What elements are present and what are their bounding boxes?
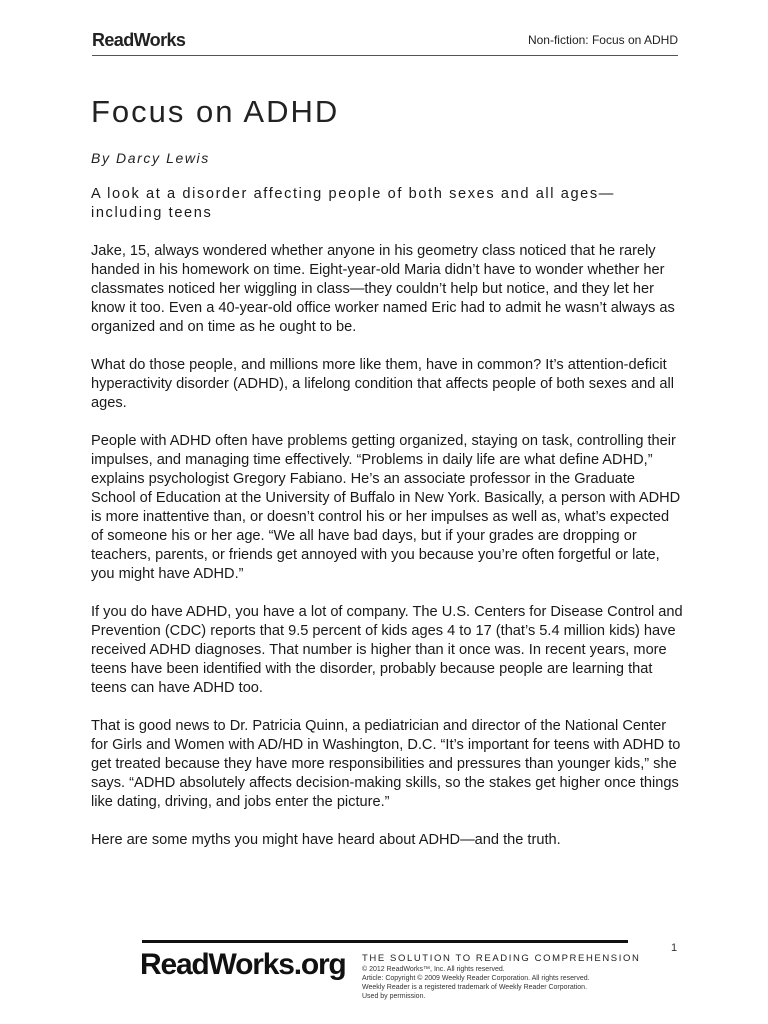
- footer-tagline: THE SOLUTION TO READING COMPREHENSION: [362, 953, 641, 964]
- header-divider: [92, 55, 678, 56]
- copyright-line: © 2012 ReadWorks™, Inc. All rights reserved.: [362, 966, 505, 973]
- paragraph-1: Jake, 15, always wondered whether anyone in his geometry class noticed that he rarely handed in his homework on time. Eight-year-old Maria didn’t have to wonder whether her classmates noticed her wiggling in class—they couldn’t help but notice, and they let her know it too. Even a 40-year-old office worker named Eric had to admit he wasn’t always as organized and on time as he ought to be.: [91, 243, 675, 335]
- page-number: 1: [671, 942, 678, 954]
- paragraph-3: People with ADHD often have problems getting organized, staying on task, controlling their impulses, and managing time effectively. “Problems in daily life are what define ADHD,” explains psychologist Gregory Fabiano. He’s an associate professor in the Graduate School of Education at the University of Buffalo in New York. Basically, a person with ADHD is more inattentive than, or doesn’t control his or her impulses as well as, what’s expected of someone his or her age. “We all have bad days, but if your grades are dropping or teachers, parents, or friends get annoyed with you because you’re often forgetful or late, you might have ADHD.”: [91, 433, 681, 582]
- paragraph-5: That is good news to Dr. Patricia Quinn, a pediatrician and director of the National Center for Girls and Women with AD/HD in Washington, D.C. “It’s important for teens with ADHD to get treated because they have more responsibilities and pressures than younger kids,” she says. “ADHD absolutely affects decision-making skills, so the stakes get higher once things like dating, driving, and jobs enter the picture.”: [91, 718, 681, 810]
- brand-logo: ReadWorks: [92, 30, 186, 50]
- article-copyright-line: Article: Copyright © 2009 Weekly Reader Corporation. All rights reserved.: [362, 975, 590, 982]
- article-title: Focus on ADHD: [91, 94, 340, 129]
- document-type-label: Non-fiction: Focus on ADHD: [527, 33, 678, 47]
- paragraph-4: If you do have ADHD, you have a lot of company. The U.S. Centers for Disease Control and Prevention (CDC) reports that 9.5 percent of kids ages 4 to 17 (that’s 5.4 million kids) have received ADHD diagnoses. That number is higher than it once was. In recent years, more teens have been identified with the disorder, probably because people are learning that teens can have ADHD too.: [91, 604, 683, 696]
- trademark-line: Weekly Reader is a registered trademark of Weekly Reader Corporation.: [362, 984, 588, 991]
- paragraph-2: What do those people, and millions more like them, have in common? It’s attention-deficit hyperactivity disorder (ADHD), a lifelong condition that affects people of both sexes and all ages.: [91, 357, 674, 411]
- paragraph-6: Here are some myths you might have heard about ADHD—and the truth.: [91, 832, 561, 848]
- permission-line: Used by permission.: [362, 993, 426, 1000]
- footer-logo: ReadWorks.org: [140, 948, 346, 981]
- article-subtitle: A look at a disorder affecting people of both sexes and all ages—including teens: [91, 186, 615, 221]
- footer-divider: [142, 940, 628, 943]
- page-header: [92, 30, 678, 52]
- article-body: [91, 185, 683, 869]
- article-byline: By Darcy Lewis: [91, 150, 210, 166]
- footer-legal: [362, 965, 642, 1001]
